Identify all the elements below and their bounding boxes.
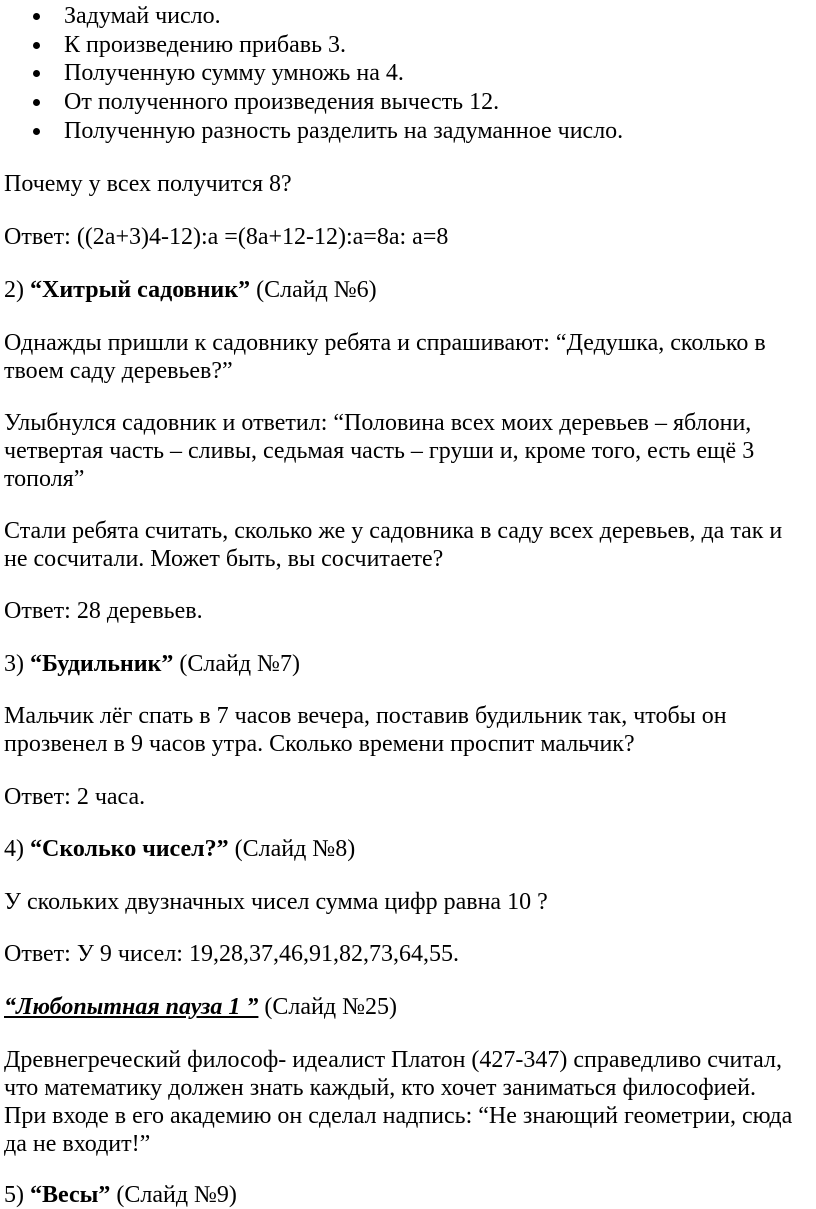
paragraph-line: тополя” [4, 466, 85, 492]
list-item: К произведению прибавь 3. [64, 32, 347, 58]
paragraph-line: Улыбнулся садовник и ответил: “Половина всех моих деревьев – яблони, [4, 410, 752, 436]
answer-text: Ответ: У 9 чисел: 19,28,37,46,91,82,73,64,55. [4, 941, 459, 967]
paragraph-line: не сосчитали. Может быть, вы сосчитаете? [4, 546, 444, 572]
section-heading [4, 835, 355, 863]
section-heading [4, 993, 397, 1021]
slide-ref: (Слайд №7) [173, 651, 300, 677]
list-item: Задумай число. [64, 3, 221, 29]
section-number: 3) [4, 651, 30, 677]
paragraph-line: У скольких двузначных чисел сумма цифр равна 10 ? [4, 889, 548, 915]
list-item: От полученного произведения вычесть 12. [64, 89, 500, 115]
section-title: “Сколько чисел?” [30, 836, 229, 862]
section-number: 4) [4, 836, 30, 862]
section-heading [4, 276, 377, 304]
slide-ref: (Слайд №6) [250, 277, 377, 303]
section-number: 5) [4, 1182, 30, 1208]
paragraph-line: четвертая часть – сливы, седьмая часть – груши и, кроме того, есть ещё 3 [4, 438, 755, 464]
section-title: “Будильник” [30, 651, 174, 677]
paragraph-line: что математику должен знать каждый, кто хочет заниматься философией. [4, 1075, 756, 1101]
slide-ref: (Слайд №8) [228, 836, 356, 862]
section-heading [4, 650, 300, 678]
list-item: Полученную разность разделить на задуманное число. [64, 118, 624, 144]
paragraph-line: Однажды пришли к садовнику ребята и спрашивают: “Дедушка, сколько в [4, 330, 766, 356]
paragraph-line: твоем саду деревьев?” [4, 358, 233, 384]
paragraph-line: При входе в его академию он сделал надпись: “Не знающий геометрии, сюда [4, 1103, 793, 1129]
section-title: “Весы” [30, 1182, 111, 1208]
slide-ref: (Слайд №25) [258, 994, 397, 1020]
section-number: 2) [4, 277, 30, 303]
answer-text: Ответ: ((2a+3)4-12):a =(8a+12-12):a=8a: a=8 [4, 224, 449, 250]
slide-ref: (Слайд №9) [110, 1182, 237, 1208]
bullet-dot [33, 70, 40, 77]
bullet-dot [33, 128, 40, 135]
paragraph-line: прозвенел в 9 часов утра. Сколько времени проспит мальчик? [4, 731, 635, 757]
paragraph-line: Древнегреческий философ- идеалист Платон (427-347) справедливо считал, [4, 1047, 782, 1073]
paragraph-line: Мальчик лёг спать в 7 часов вечера, поставив будильник так, чтобы он [4, 703, 727, 729]
paragraph-line: Стали ребята считать, сколько же у садовника в саду всех деревьев, да так и [4, 518, 783, 544]
list-item: Полученную сумму умножь на 4. [64, 60, 404, 86]
answer-text: Ответ: 2 часа. [4, 784, 146, 810]
paragraph-line: да не входит!” [4, 1131, 151, 1157]
section-heading [4, 1181, 237, 1209]
bullet-dot [33, 99, 40, 106]
section-title: “Любопытная пауза 1 ” [4, 994, 259, 1020]
bullet-dot [33, 42, 40, 49]
paragraph: Почему у всех получится 8? [4, 171, 292, 197]
section-title: “Хитрый садовник” [30, 277, 251, 303]
answer-text: Ответ: 28 деревьев. [4, 598, 203, 624]
bullet-dot [33, 13, 40, 20]
